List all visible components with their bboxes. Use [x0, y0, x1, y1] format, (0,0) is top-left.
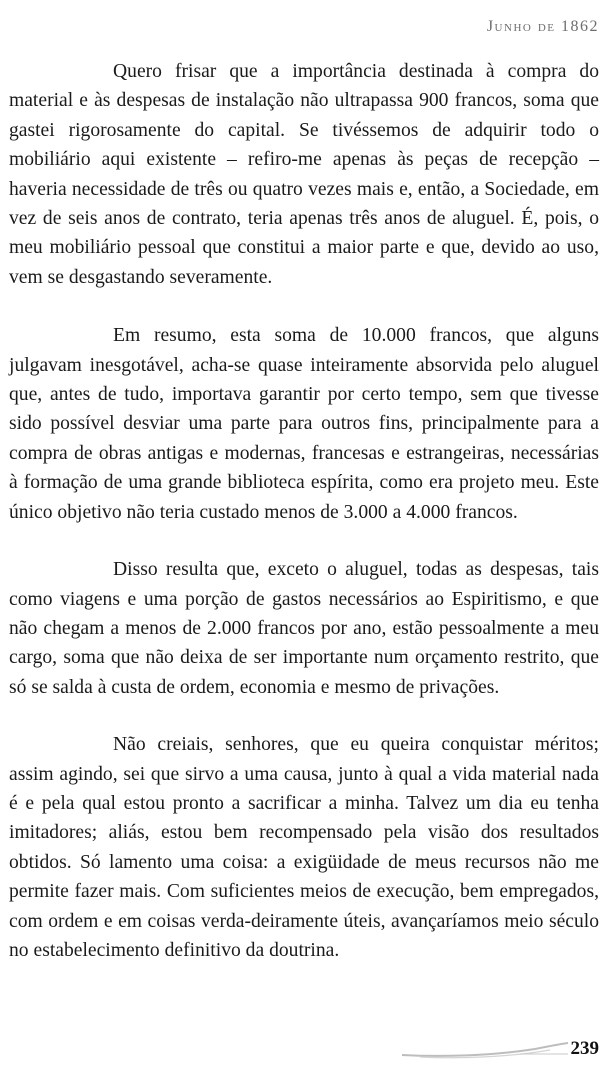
- running-header: Junho de 1862: [486, 18, 599, 35]
- page-number: 239: [570, 1038, 599, 1059]
- footer-swoosh-ornament: [400, 1038, 570, 1064]
- paragraph-4: Não creiais, senhores, que eu queira conquistar méritos; assim agindo, sei que sirvo a uma causa, junto à qual a vida material nada é e pela qual estou pronto a sacrificar a minha. Talvez um dia eu tenha imitadores; aliás, estou bem recompensado pela visão dos resultados obtidos. Só lamento uma coisa: a exigüidade de meus recursos não me permite fazer mais. Com suficientes meios de execução, bem empregados, com ordem e em coisas verda-deiramente úteis, avançaríamos meio século no estabelecimento definitivo da doutrina.: [9, 734, 599, 961]
- paragraph-1: Quero frisar que a importância destinada à compra do material e às despesas de instalação não ultrapassa 900 francos, soma que gastei rigorosamente do capital. Se tivéssemos de adquirir todo o mobiliário aqui existente – refiro-me apenas às peças de recepção – haveria necessidade de três ou quatro vezes mais e, então, a Sociedade, em vez de seis anos de contrato, teria apenas três anos de aluguel. É, pois, o meu mobiliário pessoal que constitui a maior parte e que, devido ao uso, vem se desgastando severamente.: [9, 61, 599, 288]
- body-text: [9, 57, 599, 993]
- paragraph-3: Disso resulta que, exceto o aluguel, todas as despesas, tais como viagens e uma porção de gastos necessários ao Espiritismo, e que não chegam a menos de 2.000 francos por ano, estão pessoalmente a meu cargo, soma que não deixa de ser importante num orçamento restrito, que só se salda à custa de ordem, economia e mesmo de privações.: [9, 559, 599, 698]
- paragraph-2: Em resumo, esta soma de 10.000 francos, que alguns julgavam inesgotável, acha-se quase inteiramente absorvida pelo aluguel que, antes de tudo, importava garantir por certo tempo, sem que tivesse sido possível desviar uma parte para outros fins, principalmente para a compra de obras antigas e modernas, francesas e estrangeiras, necessárias à formação de uma grande biblioteca espírita, como era projeto meu. Este único objetivo não teria custado menos de 3.000 a 4.000 francos.: [9, 325, 599, 523]
